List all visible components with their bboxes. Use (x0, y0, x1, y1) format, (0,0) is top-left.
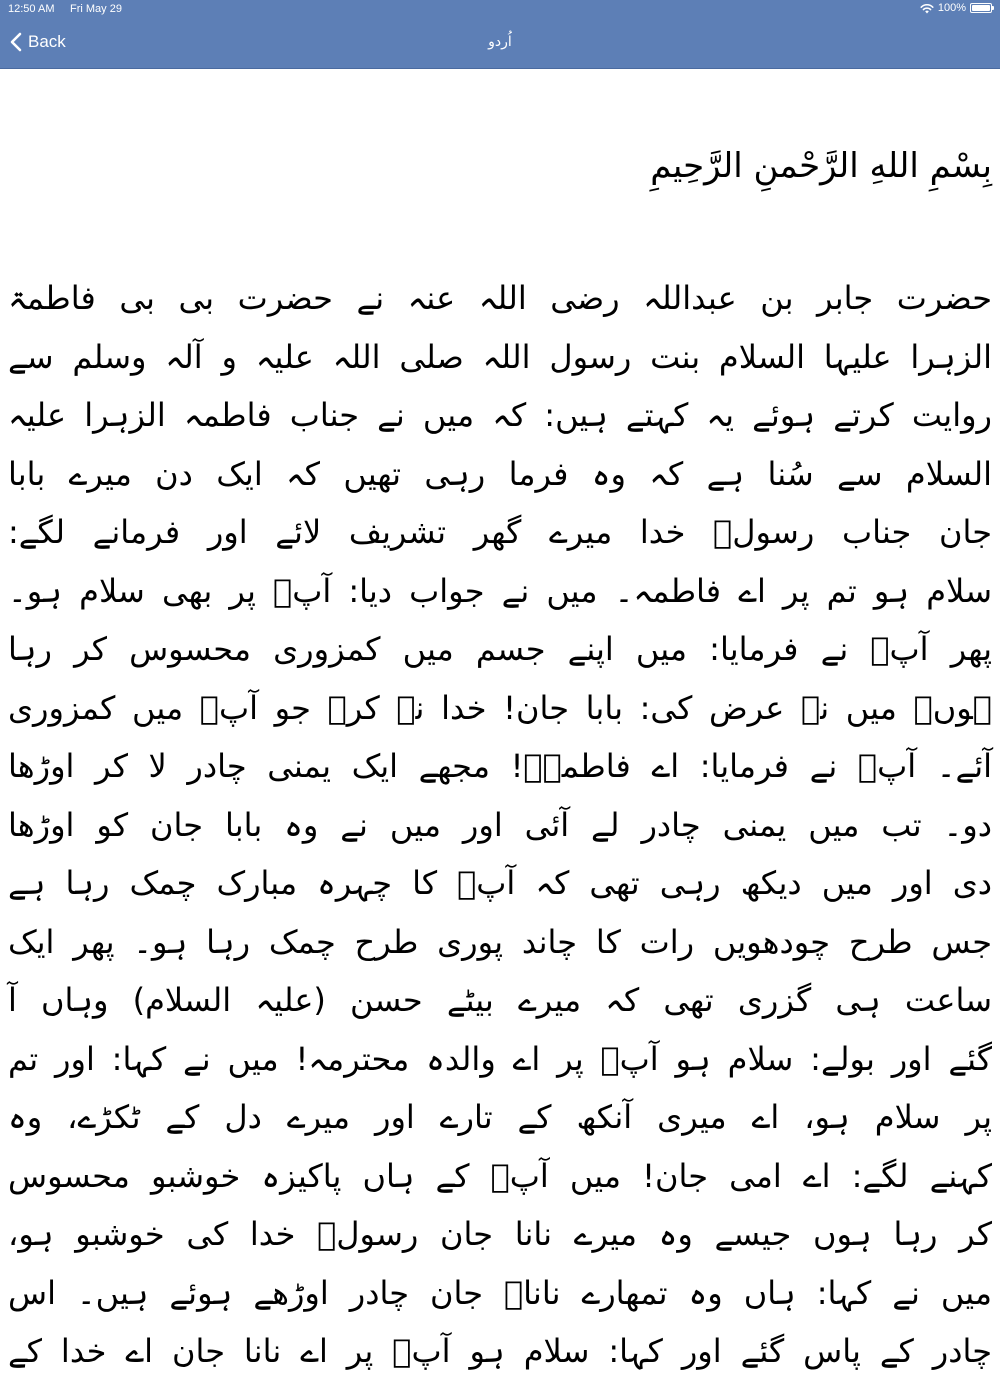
text-line: جان جناب رسولؐ خدا میرے گھر تشریف لائے اور فرمانے لگے: (8, 513, 992, 551)
text-line: آئے۔ آپؐ نے فرمایا: اے فاطمہؑ! مجھے ایک یمنی چادر لا کر اوڑھا (8, 747, 992, 785)
text-line: روایت کرتے ہوئے یہ کہتے ہیں: کہ میں نے جناب فاطمہ الزہرا علیہ (8, 396, 992, 434)
text-line: جس طرح چودھویں رات کا چاند پوری طرح چمک رہا ہو۔ پھر ایک (8, 922, 992, 961)
text-line: السلام سے سُنا ہے کہ وہ فرما رہی تھیں کہ ایک دن میرے بابا (8, 454, 992, 493)
text-line: کر رہا ہوں جیسے وہ میرے نانا جان رسولؐ خدا کی خوشبو ہو، (8, 1215, 992, 1253)
status-date: Fri May 29 (70, 3, 122, 15)
text-line: پھر آپؐ نے فرمایا: میں اپنے جسم میں کمزوری محسوس کر رہا (8, 630, 992, 668)
text-line: پر سلام ہو، اے میری آنکھ کے تارے اور میرے دل کے ٹکڑے، وہ (8, 1098, 992, 1136)
status-time: 12:50 AM (8, 3, 55, 15)
text-line: دی اور میں دیکھ رہی تھی کہ آپؐ کا چہرہ مبارک چمک رہا ہے (8, 864, 992, 902)
text-line: ہوں۔ میں نے عرض کی: بابا جان! خدا نہ کرے جو آپؐ میں کمزوری (8, 688, 992, 727)
battery-percent: 100% (937, 2, 966, 14)
top-bar (0, 0, 1000, 69)
battery-icon (970, 3, 992, 13)
navigation-bar (0, 20, 1000, 68)
wifi-icon (920, 3, 934, 14)
reading-content[interactable] (0, 68, 1000, 1370)
back-button-label: Back (28, 32, 66, 51)
text-line: گئے اور بولے: سلام ہو آپؐ پر اے والدہ محترمہ! میں نے کہا: اور تم (8, 1039, 993, 1078)
text-line: ساعت ہی گزری تھی کہ میرے بیٹے حسن (علیہ السلام) وہاں آ (8, 981, 992, 1019)
status-bar (0, 0, 1000, 20)
text-line: میں نے کہا: ہاں وہ تمھارے ناناؐ جان چادر اوڑھے ہوئے ہیں۔ اس (8, 1273, 992, 1312)
body-text (8, 269, 992, 1381)
bismillah-heading: بِسْمِ اللهِ الرَّحْمنِ الرَّحِيمِ (650, 146, 992, 186)
text-line: حضرت جابر بن عبداللہ رضی اللہ عنہ نے حضرت بی بی فاطمۃ (8, 279, 992, 317)
status-indicators (920, 2, 992, 14)
text-line: چادر کے پاس گئے اور کہا: سلام ہو آپؐ پر اے نانا جان اے خدا کے (8, 1332, 993, 1370)
page-title: اُردو (488, 34, 512, 50)
text-line: دو۔ تب میں یمنی چادر لے آئی اور میں نے وہ بابا جان کو اوڑھا (8, 805, 992, 844)
text-line: کہنے لگے: اے امی جان! میں آپؑ کے ہاں پاکیزہ خوشبو محسوس (8, 1156, 992, 1195)
text-line: الزہرا علیہا السلام بنت رسول اللہ صلی اللہ علیہ و آلہ وسلم سے (8, 337, 992, 376)
text-line: سلام ہو تم پر اے فاطمہ۔ میں نے جواب دیا: آپؐ پر بھی سلام ہو۔ (8, 571, 993, 610)
